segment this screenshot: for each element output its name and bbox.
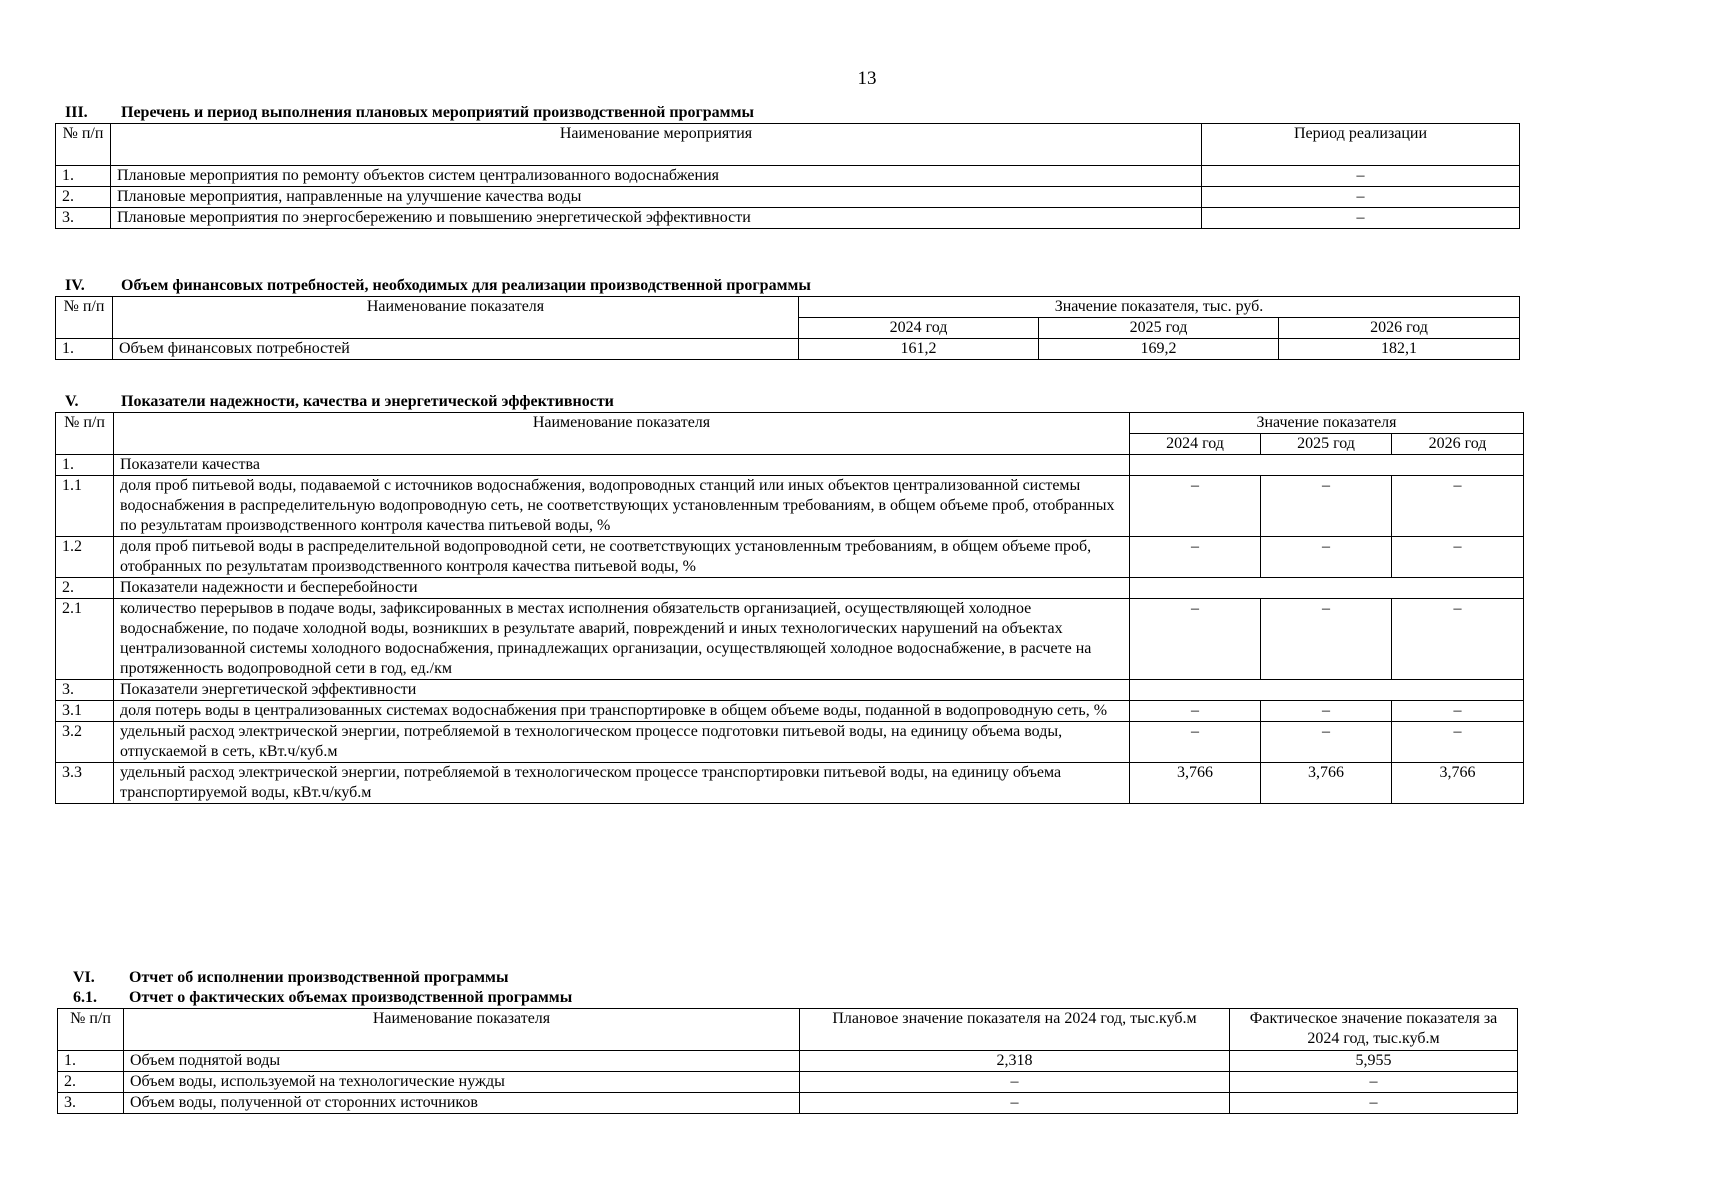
section-iv-title: Объем финансовых потребностей, необходимых для реализации производственной программы (121, 277, 811, 294)
section-v (55, 392, 1523, 804)
row-no: 2. (56, 578, 114, 599)
section-6-1-title: Отчет о фактических объемах производственной программы (129, 989, 573, 1006)
header-year-2026: 2026 год (1392, 434, 1524, 455)
row-value-2024: – (1130, 537, 1261, 578)
row-name: Плановые мероприятия, направленные на улучшение качества воды (111, 187, 1202, 208)
row-no: 1. (56, 455, 114, 476)
section-iii-heading (55, 103, 1519, 123)
header-period: Период реализации (1202, 124, 1520, 166)
table-row (58, 1093, 1518, 1114)
row-no: 1. (56, 339, 113, 360)
table-row (56, 722, 1524, 763)
header-year-2026: 2026 год (1279, 318, 1520, 339)
table-iii (55, 123, 1520, 229)
table-row (58, 1072, 1518, 1093)
row-no: 1. (58, 1051, 124, 1072)
table-row (56, 599, 1524, 680)
row-value-2025: – (1261, 599, 1392, 680)
row-no: 3. (58, 1093, 124, 1114)
table-row (56, 339, 1520, 360)
table-row (56, 537, 1524, 578)
row-value-2026: 182,1 (1279, 339, 1520, 360)
row-value-2024: 3,766 (1130, 763, 1261, 804)
row-name: количество перерывов в подаче воды, зафиксированных в местах исполнения обязательств организацией, осуществляющей холодное водоснабжение, по подаче холодной воды, возникших в результате аварий, повреждений и иных технологических нарушений на объектах централизованной системы холодного водоснабжения, принадлежащих организации, осуществляющей холодное водоснабжение, в расчете на протяженность водопроводной сети в год, ед./км (114, 599, 1130, 680)
row-name: Объем финансовых потребностей (113, 339, 799, 360)
row-no: 2. (58, 1072, 124, 1093)
table-row (56, 701, 1524, 722)
section-6-1-number: 6.1. (73, 989, 97, 1006)
section-6-1-heading (57, 988, 1517, 1008)
header-no: № п/п (56, 124, 111, 166)
row-plan: 2,318 (800, 1051, 1230, 1072)
row-name: доля проб питьевой воды в распределительной водопроводной сети, не соответствующих установленным требованиям, в общем объеме проб, отобранных по результатам производственного контроля качества питьевой воды, % (114, 537, 1130, 578)
header-value: Значение показателя, тыс. руб. (799, 297, 1520, 318)
row-value-2024: 161,2 (799, 339, 1039, 360)
table-iv (55, 296, 1520, 360)
page-number: 13 (857, 68, 877, 89)
row-value-2024: – (1130, 722, 1261, 763)
header-name: Наименование показателя (113, 297, 799, 339)
group-name: Показатели надежности и бесперебойности (114, 578, 1130, 599)
row-name: удельный расход электрической энергии, потребляемой в технологическом процессе подготовки питьевой воды, на единицу объема воды, отпускаемой в сеть, кВт.ч/куб.м (114, 722, 1130, 763)
group-row (56, 455, 1524, 476)
section-iii-title: Перечень и период выполнения плановых мероприятий производственной программы (121, 104, 754, 121)
row-value-2024: – (1130, 476, 1261, 537)
row-no: 2. (56, 187, 111, 208)
row-name: Плановые мероприятия по ремонту объектов систем централизованного водоснабжения (111, 166, 1202, 187)
row-value-2026: – (1392, 701, 1524, 722)
row-no: 3.3 (56, 763, 114, 804)
header-name: Наименование мероприятия (111, 124, 1202, 166)
row-no: 2.1 (56, 599, 114, 680)
row-value-2026: – (1392, 476, 1524, 537)
table-vi (57, 1008, 1518, 1114)
row-value-2024: – (1130, 599, 1261, 680)
group-empty (1130, 680, 1524, 701)
row-no: 1.2 (56, 537, 114, 578)
header-year-2024: 2024 год (1130, 434, 1261, 455)
section-v-heading (55, 392, 1523, 412)
section-v-number: V. (65, 393, 79, 410)
table-row (56, 476, 1524, 537)
table-row (56, 187, 1520, 208)
group-name: Показатели качества (114, 455, 1130, 476)
row-value-2026: – (1392, 722, 1524, 763)
header-name: Наименование показателя (114, 413, 1130, 455)
section-iii-number: III. (65, 104, 88, 121)
row-name: Плановые мероприятия по энергосбережению и повышению энергетической эффективности (111, 208, 1202, 229)
section-vi-title: Отчет об исполнении производственной программы (129, 969, 509, 986)
row-value-2026: 3,766 (1392, 763, 1524, 804)
row-period: – (1202, 208, 1520, 229)
section-vi (57, 968, 1517, 1114)
row-fact: 5,955 (1230, 1051, 1518, 1072)
row-name: Объем поднятой воды (124, 1051, 800, 1072)
row-fact: – (1230, 1093, 1518, 1114)
header-year-2025: 2025 год (1039, 318, 1279, 339)
header-value: Значение показателя (1130, 413, 1524, 434)
header-fact: Фактическое значение показателя за 2024 год, тыс.куб.м (1230, 1009, 1518, 1051)
row-value-2026: – (1392, 599, 1524, 680)
row-no: 1.1 (56, 476, 114, 537)
table-row (58, 1051, 1518, 1072)
row-value-2025: – (1261, 476, 1392, 537)
row-name: доля проб питьевой воды, подаваемой с источников водоснабжения, водопроводных станций или иных объектов централизованной системы водоснабжения в распределительную водопроводную сеть, не соответствующих установленным требованиям, в общем объеме проб, отобранных по результатам производственного контроля качества питьевой воды, % (114, 476, 1130, 537)
header-year-2025: 2025 год (1261, 434, 1392, 455)
row-value-2025: 3,766 (1261, 763, 1392, 804)
section-vi-number: VI. (73, 969, 95, 986)
row-name: Объем воды, используемой на технологические нужды (124, 1072, 800, 1093)
header-name: Наименование показателя (124, 1009, 800, 1051)
row-no: 3. (56, 680, 114, 701)
row-name: Объем воды, полученной от сторонних источников (124, 1093, 800, 1114)
row-name: доля потерь воды в централизованных системах водоснабжения при транспортировке в общем объеме воды, поданной в водопроводную сеть, % (114, 701, 1130, 722)
section-iii (55, 103, 1519, 229)
section-iv-heading (55, 276, 1519, 296)
row-no: 3.2 (56, 722, 114, 763)
header-plan: Плановое значение показателя на 2024 год, тыс.куб.м (800, 1009, 1230, 1051)
row-fact: – (1230, 1072, 1518, 1093)
row-value-2025: – (1261, 722, 1392, 763)
header-no: № п/п (56, 413, 114, 455)
group-empty (1130, 455, 1524, 476)
table-row (56, 166, 1520, 187)
table-row (56, 763, 1524, 804)
section-v-title: Показатели надежности, качества и энергетической эффективности (121, 393, 614, 410)
row-name: удельный расход электрической энергии, потребляемой в технологическом процессе транспортировки питьевой воды, на единицу объема транспортируемой воды, кВт.ч/куб.м (114, 763, 1130, 804)
row-value-2024: – (1130, 701, 1261, 722)
row-period: – (1202, 187, 1520, 208)
table-v (55, 412, 1524, 804)
row-period: – (1202, 166, 1520, 187)
row-value-2025: 169,2 (1039, 339, 1279, 360)
row-plan: – (800, 1093, 1230, 1114)
group-row (56, 578, 1524, 599)
group-empty (1130, 578, 1524, 599)
row-value-2025: – (1261, 537, 1392, 578)
group-row (56, 680, 1524, 701)
header-no: № п/п (56, 297, 113, 339)
header-no: № п/п (58, 1009, 124, 1051)
section-iv (55, 276, 1519, 360)
row-no: 3. (56, 208, 111, 229)
table-row (56, 208, 1520, 229)
header-year-2024: 2024 год (799, 318, 1039, 339)
row-value-2025: – (1261, 701, 1392, 722)
row-plan: – (800, 1072, 1230, 1093)
group-name: Показатели энергетической эффективности (114, 680, 1130, 701)
row-no: 1. (56, 166, 111, 187)
row-no: 3.1 (56, 701, 114, 722)
section-iv-number: IV. (65, 277, 85, 294)
row-value-2026: – (1392, 537, 1524, 578)
section-vi-heading (57, 968, 1517, 988)
